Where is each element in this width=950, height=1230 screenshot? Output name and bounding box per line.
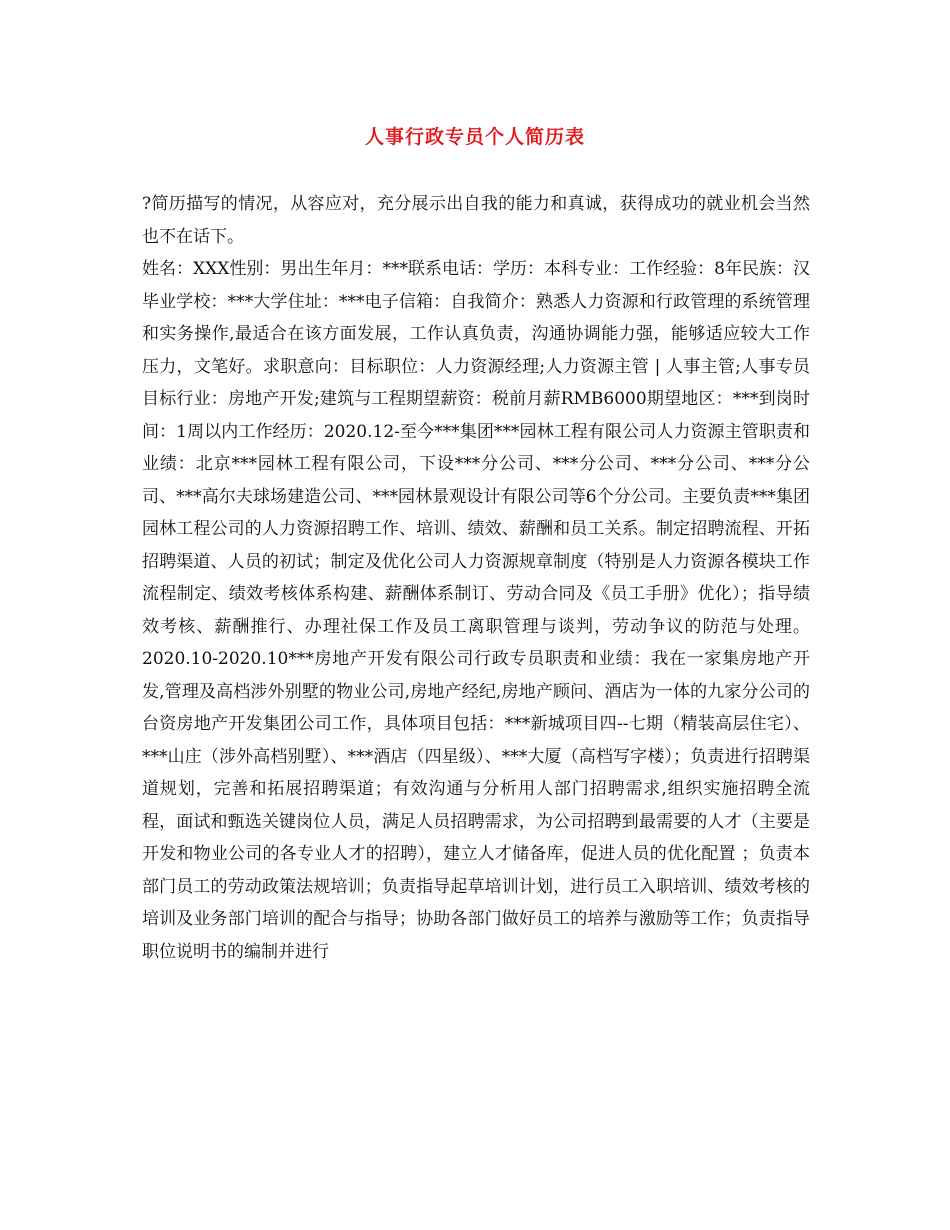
intro-paragraph: ?简历描写的情况，从容应对，充分展示出自我的能力和真诚，获得成功的就业机会当然也不在话下。 bbox=[142, 194, 810, 247]
document-title: 人事行政专员个人简历表 bbox=[364, 126, 585, 148]
resume-details-paragraph: 姓名：XXX性别：男出生年月：***联系电话：学历：本科专业：工作经验：8年民族：汉毕业学校：***大学住址：***电子信箱：自我简介：熟悉人力资源和行政管理的系统管理和实务操作,最适合在该方面发展，工作认真负责，沟通协调能力强，能够适应较大工作压力，文笔好。求职意向：目标职位：人力资源经理;人力资源主管 | 人事主管;人事专员目标行业：房地产开发;建筑与工程期望薪资：税前月薪RMB6000期望地区：***到岗时间：1周以内工作经历：2020.12-至今***集团***园林工程有限公司人力资源主管职责和业绩：北京***园林工程有限公司，下设***分公司、***分公司、***分公司、***分公司、***高尔夫球场建造公司、***园林景观设计有限公司等6个分公司。主要负责***集团园林工程公司的人力资源招聘工作、培训、绩效、薪酬和员工关系。制定招聘流程、开拓招聘渠道、人员的初试；制定及优化公司人力资源规章制度（特别是人力资源各模块工作流程制定、绩效考核体系构建、薪酬体系制订、劳动合同及《员工手册》优化）；指导绩效考核、薪酬推行、办理社保工作及员工离职管理与谈判，劳动争议的防范与处理。2020.10-2020.10***房地产开发有限公司行政专员职责和业绩：我在一家集房地产开发,管理及高档涉外别墅的物业公司,房地产经纪,房地产顾问、酒店为一体的九家分公司的台资房地产开发集团公司工作，具体项目包括：***新城项目四--七期（精装高层住宅）、***山庄（涉外高档别墅）、***酒店（四星级）、***大厦（高档写字楼）；负责进行招聘渠道规划，完善和拓展招聘渠道；有效沟通与分析用人部门招聘需求,组织实施招聘全流程，面试和甄选关键岗位人员，满足人员招聘需求，为公司招聘到最需要的人才（主要是开发和物业公司的各专业人才的招聘），建立人才储备库，促进人员的优化配置 ；负责本部门员工的劳动政策法规培训；负责指导起草培训计划，进行员工入职培训、绩效考核的培训及业务部门培训的配合与指导；协助各部门做好员工的培养与激励等工作；负责指导职位说明书的编制并进行 bbox=[142, 259, 810, 962]
document-body bbox=[142, 188, 810, 968]
